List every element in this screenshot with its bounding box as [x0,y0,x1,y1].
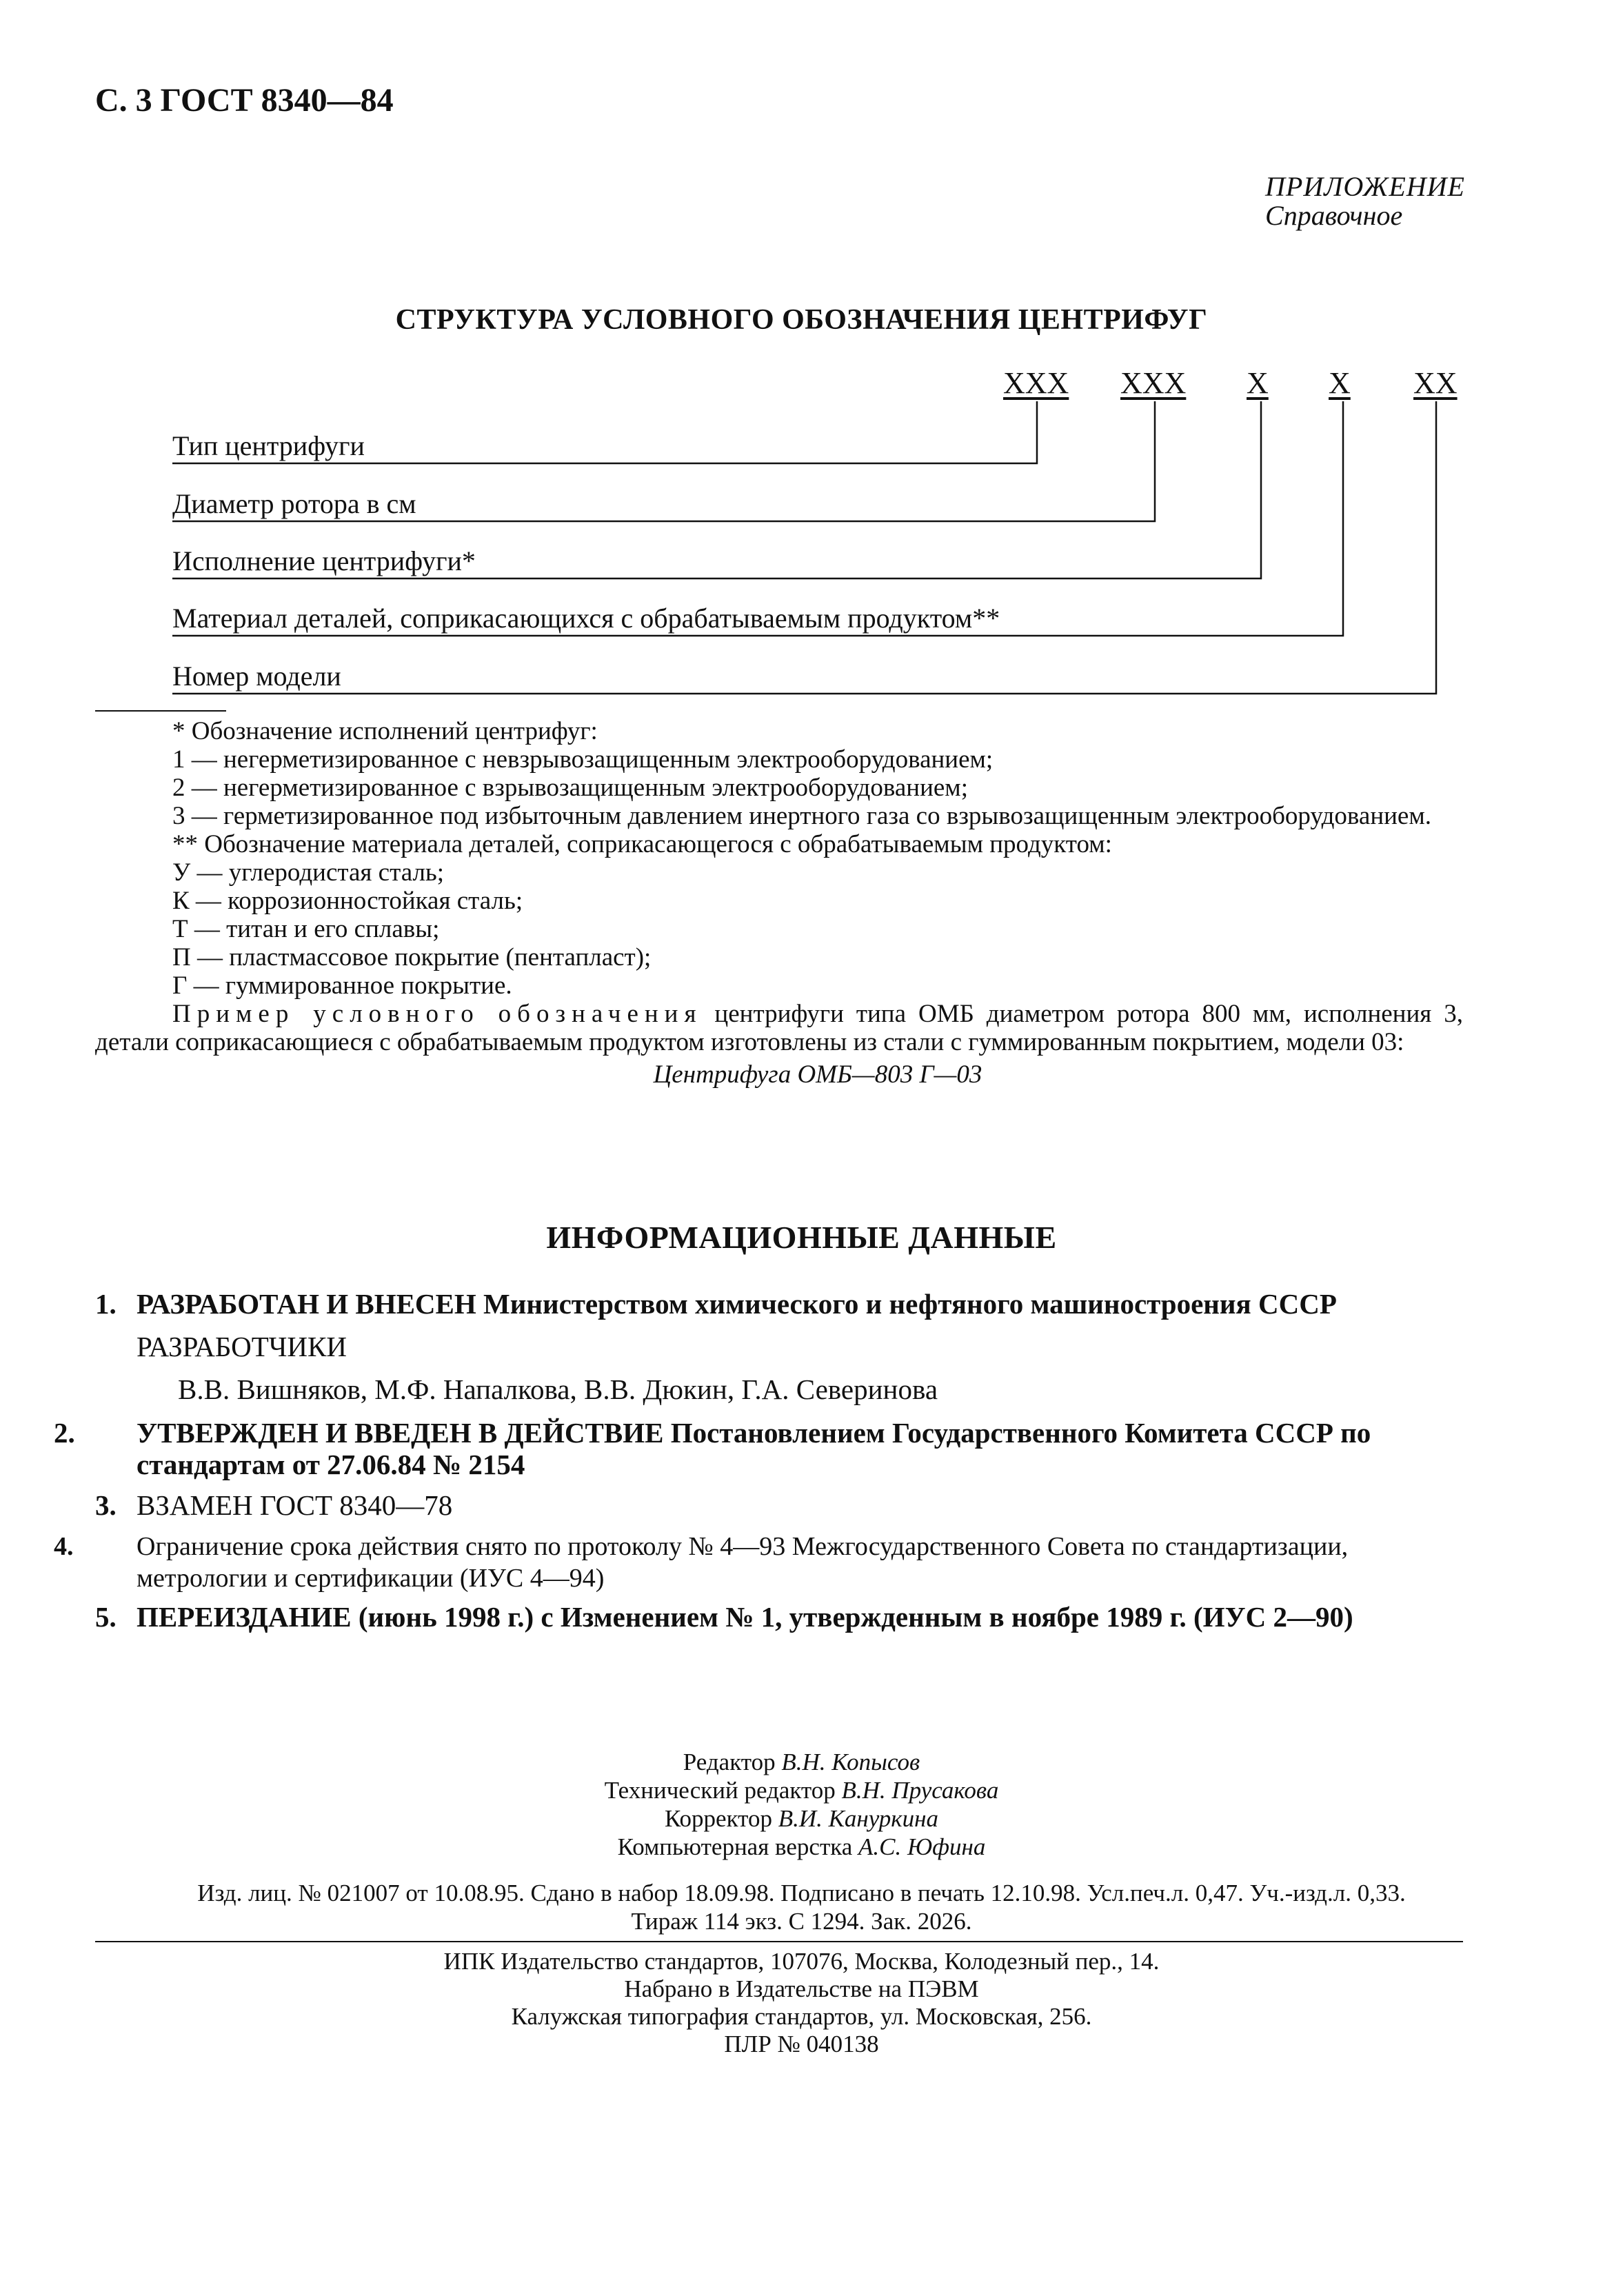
info-title: ИНФОРМАЦИОННЫЕ ДАННЫЕ [546,1220,1057,1255]
credit-line [0,1804,1603,1833]
label-type: Тип центрифуги [172,430,365,461]
appendix-title: ПРИЛОЖЕНИЕ [1265,171,1465,202]
credit-line [0,1776,1603,1804]
code-material: Х [1329,366,1351,400]
editorial-credits [0,1748,1603,1861]
material-item: П — пластмассовое покрытие (пентапласт); [172,943,652,971]
code-type: ХХХ [1003,366,1069,400]
appendix-subtitle: Справочное [1265,200,1403,231]
printer-line: ПЛР № 040138 [724,2031,879,2057]
info-item-2 [54,1417,1463,1480]
info-item-number: 2. [54,1417,75,1449]
material-item: Т — титан и его сплавы; [172,915,440,943]
footnotes [95,717,1463,1089]
credit-line [0,1833,1603,1861]
material-note-title: ** Обозначение материала деталей, соприкасающегося с обрабатываемым продуктом: [172,830,1112,858]
credit-role: Технический редактор [604,1777,836,1804]
example-text: центрифуги типа ОМБ диаметром ротора 800 мм, исполнения 3, детали соприкасающиеся с обрабатываемым продуктом изготовлены из стали с гуммированным покрытием, модели 03: [95,1000,1463,1056]
material-item: У — углеродистая сталь; [172,858,445,887]
code-model: ХХ [1413,366,1458,400]
info-item-2-bold: УТВЕРЖДЕН И ВВЕДЕН В ДЕЙСТВИЕ [137,1417,664,1449]
example-lead: Пример условного обозначения [172,1000,703,1028]
code-execution: Х [1247,366,1269,400]
info-item-5-bold: ПЕРЕИЗДАНИЕ [137,1601,352,1633]
info-item-number: 3. [95,1489,117,1521]
info-item-2-text: Постановлением Государственного Комитета СССР по стандартам от 27.06.84 № 2154 [137,1417,1371,1480]
execution-item: 2 — негерметизированное с взрывозащищенным электрооборудованием; [172,774,968,802]
info-item-3-text: ВЗАМЕН ГОСТ 8340—78 [137,1489,453,1521]
info-item-1-text: Министерством химического и нефтяного машиностроения СССР [476,1288,1337,1320]
leader-type [172,401,1037,463]
info-item-1-bold: РАЗРАБОТАН И ВНЕСЕН [137,1288,476,1320]
info-item-3 [95,1489,1463,1521]
credit-role: Компьютерная верстка [617,1833,853,1860]
publication-line-2: Тираж 114 экз. С 1294. Зак. 2026. [631,1908,972,1935]
info-item-4-text: Ограничение срока действия снято по протоколу № 4—93 Межгосударственного Совета по стандартизации, метрологии и сертификации (ИУС 4—94) [137,1532,1349,1593]
diagram-leader-lines [0,0,1603,758]
label-material: Материал деталей, соприкасающихся с обрабатываемым продуктом** [172,603,1000,634]
example-designation: Центрифуга ОМБ—803 Г—03 [653,1060,982,1089]
imprint-divider [95,1941,1463,1942]
designation-diagram [0,0,1603,758]
developers-names: В.В. Вишняков, М.Ф. Напалкова, В.В. Дюкин, Г.А. Северинова [178,1373,938,1405]
credit-role: Корректор [664,1805,772,1832]
leader-model [172,401,1436,694]
credit-name: А.С. Юфина [858,1833,986,1860]
publication-line-1: Изд. лиц. № 021007 от 10.08.95. Сдано в набор 18.09.98. Подписано в печать 12.10.98. Усл.печ.л. 0,47. Уч.-изд.л. 0,33. [197,1880,1406,1906]
developers-label: РАЗРАБОТЧИКИ [137,1331,347,1362]
leader-execution [172,401,1261,578]
info-item-number: 4. [54,1532,74,1561]
execution-item: 3 — герметизированное под избыточным давлением инертного газа со взрывозащищенным электрооборудованием. [172,802,1432,830]
credit-line [0,1748,1603,1776]
code-diameter: ХХХ [1120,366,1187,400]
printer-line: Калужская типография стандартов, ул. Московская, 256. [511,2003,1092,2030]
info-item-5-text: (июнь 1998 г.) с Изменением № 1, утвержденным в ноябре 1989 г. (ИУС 2—90) [351,1601,1353,1633]
credit-role: Редактор [683,1749,776,1775]
material-item: К — коррозионностойкая сталь; [172,887,523,915]
credit-name: В.И. Кануркина [778,1805,939,1832]
info-item-4 [54,1531,1463,1594]
material-item: Г — гуммированное покрытие. [172,971,512,1000]
credit-name: В.Н. Копысов [781,1749,920,1775]
credit-name: В.Н. Прусакова [841,1777,999,1804]
info-item-5 [95,1601,1463,1633]
label-diameter: Диаметр ротора в см [172,488,416,519]
leader-diameter [172,401,1155,521]
info-item-number: 5. [95,1601,117,1633]
structure-title: СТРУКТУРА УСЛОВНОГО ОБОЗНАЧЕНИЯ ЦЕНТРИФУГ [395,304,1208,336]
footnote-rule [95,710,226,712]
printer-info [0,1948,1603,2058]
publication-info [0,1879,1603,1935]
execution-item: 1 — негерметизированное с невзрывозащищенным электрооборудованием; [172,745,994,774]
page-header: С. 3 ГОСТ 8340—84 [95,82,394,119]
execution-note-title: * Обозначение исполнений центрифуг: [172,717,598,745]
leader-material [172,401,1343,636]
label-execution: Исполнение центрифуги* [172,545,476,576]
label-model: Номер модели [172,661,341,692]
info-item-1 [95,1288,1463,1320]
printer-line: ИПК Издательство стандартов, 107076, Москва, Колодезный пер., 14. [443,1948,1160,1975]
info-item-number: 1. [95,1288,117,1320]
example-paragraph [95,1000,1463,1056]
printer-line: Набрано в Издательстве на ПЭВМ [624,1975,979,2002]
